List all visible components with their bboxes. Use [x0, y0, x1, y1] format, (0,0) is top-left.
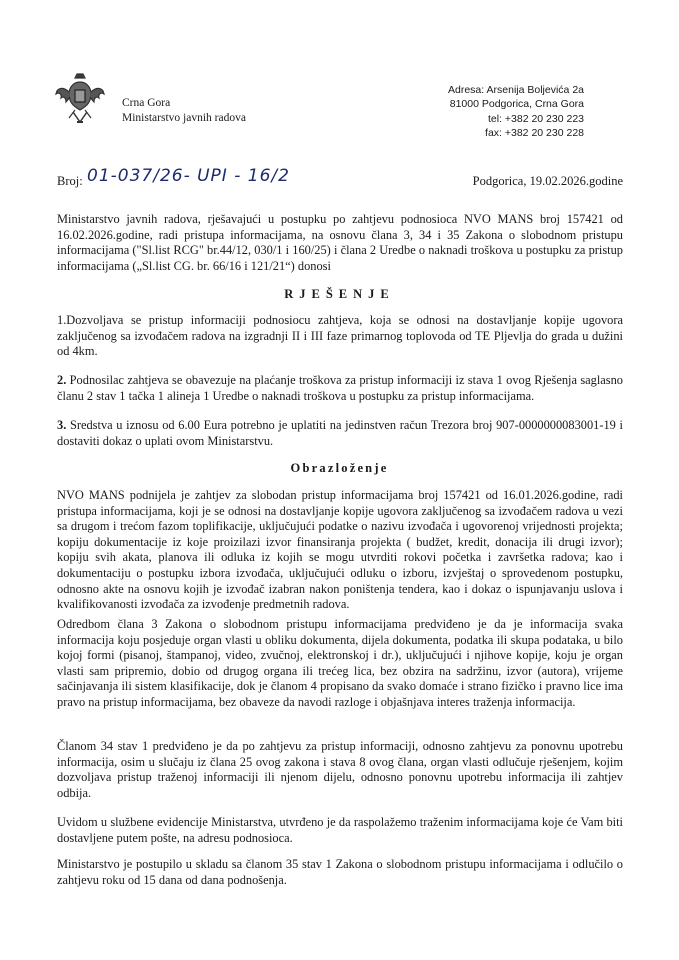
- coat-of-arms-icon: [55, 72, 105, 128]
- broj-label: Broj:: [57, 174, 83, 188]
- resenje-heading: RJEŠENJE: [284, 287, 395, 301]
- reasoning-paragraph-5: Ministarstvo je postupilo u skladu sa članom 35 stav 1 Zakona o slobodnom pristupu informacijama i odlučilo o zahtjevu roku od 15 dana od dana podnošenja.: [57, 857, 623, 887]
- org-ministry: Ministarstvo javnih radova: [122, 112, 246, 124]
- document-date: Podgorica, 19.02.2026.godine: [472, 174, 623, 188]
- address-line: Adresa: Arsenija Boljevića 2a: [448, 84, 584, 96]
- address-block: [420, 83, 584, 141]
- decision-point-1: 1.Dozvoljava se pristup informaciji podnosiocu zahtjeva, koja se odnosi na dostavljanje kopije ugovora zaključenog sa izvođačem radova na izgradnji II i III faze primarnog toplovoda od TE Pljevlja do grada u dužini od 4km.: [57, 313, 623, 359]
- org-country: Crna Gora: [122, 97, 171, 109]
- address-tel: tel: +382 20 230 223: [487, 112, 584, 125]
- decision-point-2-text: Podnosilac zahtjeva se obavezuje na plaćanje troškova za pristup informaciji iz stava 1 ovog Rješenja saglasno članu 2 stav 1 tačka 1 alineja 1 Uredbe o naknadi troškova u postupku za pristup informacijama.: [57, 373, 623, 403]
- decision-point-3: [57, 418, 623, 449]
- decision-point-2-number: 2.: [57, 373, 67, 387]
- address-fax: fax: +382 20 230 228: [485, 127, 584, 140]
- decision-point-3-text: Sredstva u iznosu od 6.00 Eura potrebno je uplatiti na jedinstven račun Trezora broj 907-0000000083001-19 i dostaviti dokaz o uplati ovom Ministarstvu.: [57, 418, 623, 448]
- obrazlozenje-heading: Obrazloženje: [290, 461, 389, 475]
- address-city: 81000 Podgorica, Crna Gora: [449, 98, 584, 111]
- broj-handwritten-number: 01-037/26- UPI - 16/2: [87, 166, 290, 186]
- decision-point-3-number: 3.: [57, 418, 67, 432]
- organization-name: [122, 96, 246, 126]
- reasoning-paragraph-1: NVO MANS podnijela je zahtjev za slobodan pristup informacijama broj 157421 od 16.01.2026.godine, radi pristupa informacijama, koji je se odnosi na dostavljanje kopije ugovora zaključenog sa izvođačem radova u vezi sa drugom i trećom fazom toplifikacije, uključujući podatke o nazivu izvođača i ugovorenoj vrijednosti projekta; kopiju dokumentacije iz koje proizilazi izvor finansiranja projekta ( budžet, kredit, donacija ili drugi izvor); kopiju svih akata, planova ili odluka iz kojih se mogu utvrditi rokovi početka i završetka radova; kao i dokumentaciju o postupku izbora izvođača, uključujući odluku o izboru, izvještaj o sprovedenom postupku, odnosno akte na osnovu kojih je izvođač izabran nakon poništenja tendera, kao i dokaz o ispunjavanju uslova i kvalifikovanosti izvođača za izvođenje predmetnih radova.: [57, 488, 623, 612]
- reasoning-paragraph-4: Uvidom u službene evidencije Ministarstva, utvrđeno je da raspolažemo traženim informacijama koje će Vam biti dostavljene putem pošte, na adresu podnosioca.: [57, 815, 623, 845]
- intro-paragraph: Ministarstvo javnih radova, rješavajući u postupku po zahtjevu podnosioca NVO MANS broj 157421 od 16.02.2026.godine, radi pristupa informacijama, na osnovu člana 3, 34 i 35 Zakona o slobodnom pristupu informacijama ("Sl.list RCG" br.44/12, 030/1 i 160/25) i člana 2 Uredbe o naknadi troškova u postupku za pristup informacijama („Sl.list CG. br. 66/16 i 121/21“) donosi: [57, 212, 623, 273]
- reasoning-paragraph-3: Članom 34 stav 1 predviđeno je da po zahtjevu za pristup informaciji, odnosno zahtjevu za ponovnu upotrebu informacija, osim u slučaju iz člana 25 ovog zakona i stava 8 ovog člana, organ vlasti odlučuje rješenjem, kojim dozvoljava pristup traženoj informaciji ili njenom dijelu, odnosno ponovnu upotrebu informacija ili zahtjev odbija.: [57, 739, 623, 800]
- reference-row: [57, 166, 623, 194]
- decision-point-2: [57, 373, 623, 404]
- reasoning-paragraph-2: Odredbom člana 3 Zakona o slobodnom pristupu informacijama predviđeno je da je informacija svaka informacija koju posjeduje organ vlasti u obliku dokumenta, dijela dokumenta, podatka ili skupa podataka, u bilo kojoj formi (pisanoj, štampanoj, video, zvučnoj, elektronskoj i dr.), uključujući i njihove kopije, koju je organ vlasti sam pripremio, dobio od drugog organa ili trećeg lica, bez obzira na sadržinu, izvor (autora), vrijeme sačinjavanja ili sistem klasifikacije, dok je članom 4 propisano da svako domaće i strano fizičko i pravno lice ima pravo na pristup informacijama, bez obaveze da navodi razloge i objašnjava interes traženja informacija.: [57, 617, 623, 709]
